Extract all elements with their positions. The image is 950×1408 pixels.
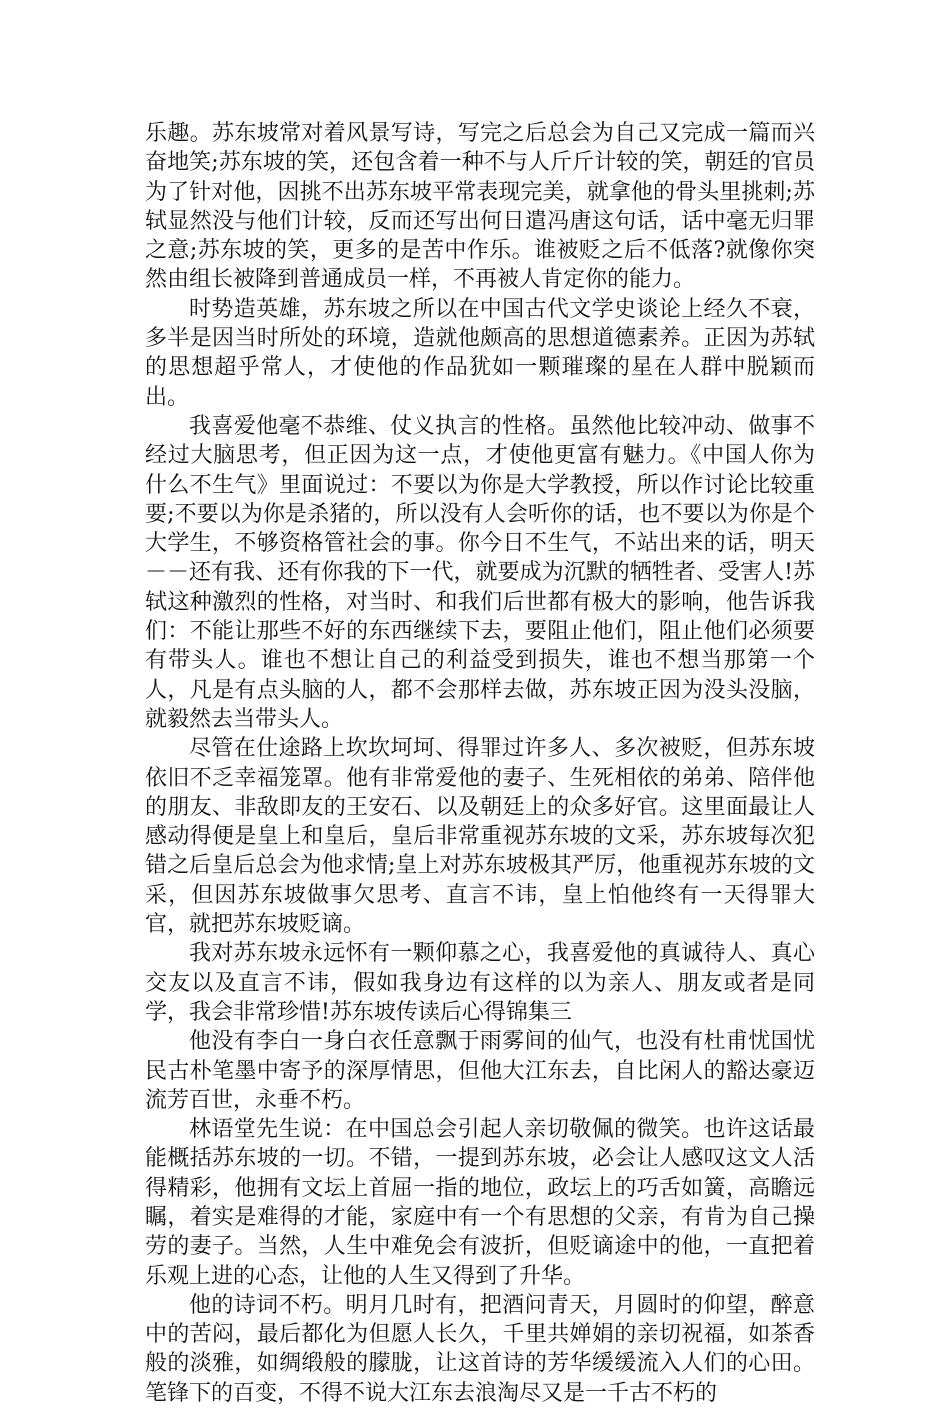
paragraph-4: 尽管在仕途路上坎坎坷坷、得罪过许多人、多次被贬，但苏东坡依旧不乏幸福笼罩。他有非常爱他的妻子、生死相依的弟弟、陪伴他的朋友、非敌即友的王安石、以及朝廷上的众多好官。这里面最让人感动得便是皇上和皇后，皇后非常重视苏东坡的文采，苏东坡每次犯错之后皇后总会为他求情;皇上对苏东坡极其严厉，他重视苏东坡的文采，但因苏东坡做事欠思考、直言不讳，皇上怕他终有一天得罪大官，就把苏东坡贬谪。 xyxy=(145,736,815,938)
paragraph-6: 他没有李白一身白衣任意飘于雨雾间的仙气，也没有杜甫忧国忧民古朴笔墨中寄予的深厚情思，但他大江东去，自比闲人的豁达豪迈流芳百世，永垂不朽。 xyxy=(145,1029,815,1113)
paragraph-3: 我喜爱他毫不恭维、仗义执言的性格。虽然他比较冲动、做事不经过大脑思考，但正因为这一点，才使他更富有魅力。《中国人你为什么不生气》里面说过：不要以为你是大学教授，所以作讨论比较重要;不要以为你是杀猪的，所以没有人会听你的话，也不要以为你是个大学生，不够资格管社会的事。你今日不生气，不站出来的话，明天－－还有我、还有你我的下一代，就要成为沉默的牺牲者、受害人!苏轼这种激烈的性格，对当时、和我们后世都有极大的影响，他告诉我们：不能让那些不好的东西继续下去，要阻止他们，阻止他们必须要有带头人。谁也不想让自己的利益受到损失，谁也不想当那第一个人，凡是有点头脑的人，都不会那样去做，苏东坡正因为没头没脑，就毅然去当带头人。 xyxy=(145,413,815,732)
paragraph-1: 乐趣。苏东坡常对着风景写诗，写完之后总会为自己又完成一篇而兴奋地笑;苏东坡的笑，还包含着一种不与人斤斤计较的笑，朝廷的官员为了针对他，因挑不出苏东坡平常表现完美，就拿他的骨头里挑刺;苏轼显然没与他们计较，反而还写出何日遣冯唐这句话，话中毫无归罪之意;苏东坡的笑，更多的是苦中作乐。谁被贬之后不低落?就像你突然由组长被降到普通成员一样，不再被人肯定你的能力。 xyxy=(145,121,815,293)
paragraph-2: 时势造英雄，苏东坡之所以在中国古代文学史谈论上经久不衰，多半是因当时所处的环境，造就他颇高的思想道德素养。正因为苏轼的思想超乎常人，才使他的作品犹如一颗璀璨的星在人群中脱颖而出。 xyxy=(145,296,815,410)
document-body xyxy=(145,119,815,1408)
paragraph-8: 他的诗词不朽。明月几时有，把酒问青天，月圆时的仰望，醉意中的苦闷，最后都化为但愿人长久，千里共婵娟的亲切祝福，如茶香般的淡雅，如绸缎般的朦胧，让这首诗的芳华缓缓流入人们的心田。笔锋下的百变，不得不说大江东去浪淘尽又是一千古不朽的 xyxy=(145,1292,815,1406)
paragraph-5: 我对苏东坡永远怀有一颗仰慕之心，我喜爱他的真诚待人、真心交友以及直言不讳，假如我身边有这样的以为亲人、朋友或者是同学，我会非常珍惜!苏东坡传读后心得锦集三 xyxy=(145,941,815,1025)
paragraph-7: 林语堂先生说：在中国总会引起人亲切敬佩的微笑。也许这话最能概括苏东坡的一切。不错，一提到苏东坡，必会让人感叹这文人活得精彩，他拥有文坛上首屈一指的地位，政坛上的巧舌如簧，高瞻远瞩，着实是难得的才能，家庭中有一个有思想的父亲，有肯为自己操劳的妻子。当然，人生中难免会有波折，但贬谪途中的他，一直把着乐观上进的心态，让他的人生又得到了升华。 xyxy=(145,1117,815,1289)
